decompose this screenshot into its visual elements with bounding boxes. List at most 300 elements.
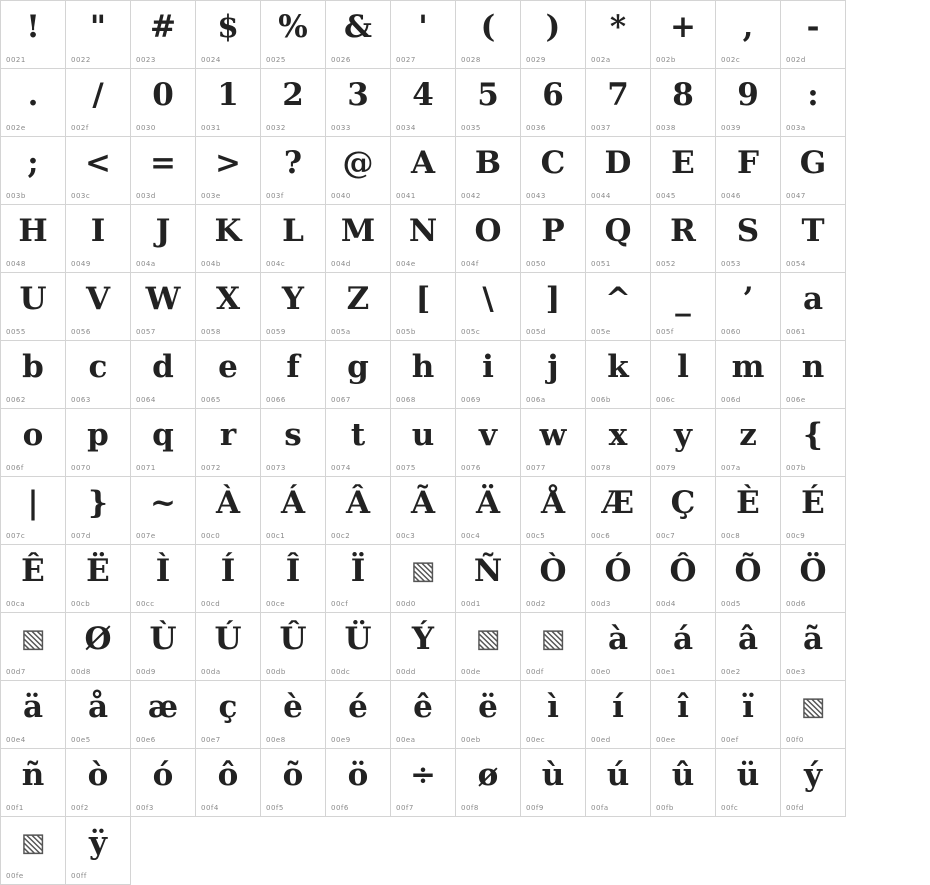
glyph-cell[interactable] — [716, 1, 781, 69]
glyph-cell[interactable] — [456, 273, 521, 341]
glyph-cell[interactable] — [716, 273, 781, 341]
glyph-character: â — [737, 621, 759, 657]
glyph-cell[interactable] — [326, 749, 391, 817]
glyph-cell[interactable] — [131, 545, 196, 613]
glyph-character: Ø — [84, 621, 112, 657]
glyph-unicode-label: 00fc — [721, 804, 739, 812]
glyph-unicode-label: 0033 — [331, 124, 351, 132]
glyph-unicode-label: 0067 — [331, 396, 351, 404]
glyph-cell[interactable] — [326, 1, 391, 69]
glyph-cell[interactable] — [456, 205, 521, 273]
glyph-cell[interactable] — [261, 409, 326, 477]
glyph-unicode-label: 004e — [396, 260, 416, 268]
glyph-cell[interactable] — [521, 613, 586, 681]
glyph-unicode-label: 004b — [201, 260, 221, 268]
glyph-character: Ô — [669, 553, 697, 589]
glyph-unicode-label: 00f3 — [136, 804, 154, 812]
glyph-cell[interactable] — [651, 613, 716, 681]
glyph-cell[interactable] — [521, 545, 586, 613]
glyph-character: # — [150, 9, 176, 45]
glyph-cell[interactable] — [716, 409, 781, 477]
glyph-cell[interactable] — [66, 69, 131, 137]
glyph-character: t — [350, 417, 366, 453]
glyph-cell[interactable] — [66, 341, 131, 409]
glyph-cell[interactable] — [326, 681, 391, 749]
glyph-cell[interactable] — [261, 477, 326, 545]
glyph-cell[interactable] — [261, 69, 326, 137]
glyph-cell[interactable] — [131, 137, 196, 205]
glyph-cell[interactable] — [131, 1, 196, 69]
glyph-cell[interactable] — [781, 273, 846, 341]
glyph-character: \ — [482, 281, 494, 317]
glyph-character: É — [801, 485, 825, 521]
glyph-unicode-label: 0076 — [461, 464, 481, 472]
glyph-cell[interactable] — [391, 1, 456, 69]
glyph-character: Q — [604, 213, 632, 249]
glyph-cell[interactable] — [521, 341, 586, 409]
glyph-cell[interactable] — [326, 273, 391, 341]
glyph-cell[interactable] — [781, 613, 846, 681]
glyph-character: ý — [803, 757, 822, 793]
glyph-character: á — [672, 621, 694, 657]
glyph-cell[interactable] — [586, 205, 651, 273]
glyph-cell[interactable] — [456, 681, 521, 749]
glyph-cell[interactable] — [456, 409, 521, 477]
glyph-unicode-label: 0028 — [461, 56, 481, 64]
glyph-character: V — [85, 281, 111, 317]
glyph-cell[interactable] — [586, 1, 651, 69]
glyph-cell[interactable] — [131, 341, 196, 409]
glyph-cell[interactable] — [521, 1, 586, 69]
glyph-cell[interactable] — [131, 749, 196, 817]
glyph-cell[interactable] — [651, 69, 716, 137]
glyph-cell[interactable] — [1, 205, 66, 273]
glyph-character: a — [802, 281, 824, 317]
glyph-unicode-label: 0040 — [331, 192, 351, 200]
glyph-unicode-label: 0038 — [656, 124, 676, 132]
glyph-cell[interactable] — [196, 477, 261, 545]
glyph-cell[interactable] — [196, 341, 261, 409]
glyph-cell[interactable] — [586, 681, 651, 749]
glyph-cell[interactable] — [326, 69, 391, 137]
glyph-unicode-label: 007b — [786, 464, 806, 472]
glyph-unicode-label: 00f0 — [786, 736, 804, 744]
glyph-cell[interactable] — [521, 477, 586, 545]
glyph-cell[interactable] — [651, 749, 716, 817]
glyph-cell[interactable] — [651, 1, 716, 69]
glyph-cell[interactable] — [196, 1, 261, 69]
glyph-character: ó — [152, 757, 174, 793]
glyph-unicode-label: 0053 — [721, 260, 741, 268]
glyph-cell[interactable] — [586, 749, 651, 817]
glyph-cell[interactable] — [261, 205, 326, 273]
glyph-cell[interactable] — [716, 545, 781, 613]
glyph-character: D — [604, 145, 632, 181]
glyph-cell[interactable] — [781, 137, 846, 205]
glyph-cell[interactable] — [131, 69, 196, 137]
glyph-unicode-label: 00f6 — [331, 804, 349, 812]
glyph-cell[interactable] — [716, 69, 781, 137]
glyph-cell[interactable] — [651, 409, 716, 477]
glyph-cell[interactable] — [586, 273, 651, 341]
glyph-character: ô — [217, 757, 239, 793]
glyph-unicode-label: 002c — [721, 56, 741, 64]
glyph-character: Ú — [214, 621, 242, 657]
glyph-cell[interactable] — [1, 477, 66, 545]
glyph-character: : — [807, 77, 819, 113]
glyph-character: ñ — [21, 757, 45, 793]
glyph-character: o — [22, 417, 44, 453]
glyph-unicode-label: 005d — [526, 328, 546, 336]
glyph-cell[interactable] — [456, 69, 521, 137]
glyph-unicode-label: 00f7 — [396, 804, 414, 812]
glyph-cell[interactable] — [781, 545, 846, 613]
glyph-character: ' — [418, 9, 428, 45]
glyph-character: À — [215, 485, 241, 521]
glyph-unicode-label: 00e1 — [656, 668, 676, 676]
glyph-unicode-label: 0057 — [136, 328, 156, 336]
glyph-cell[interactable] — [131, 613, 196, 681]
glyph-character: å — [87, 689, 109, 725]
glyph-unicode-label: 0048 — [6, 260, 26, 268]
glyph-cell[interactable] — [391, 341, 456, 409]
glyph-character: g — [347, 349, 369, 385]
glyph-cell[interactable] — [781, 341, 846, 409]
glyph-cell[interactable] — [66, 137, 131, 205]
glyph-character: ø — [477, 757, 499, 793]
glyph-character: ) — [545, 9, 561, 45]
glyph-cell[interactable] — [66, 477, 131, 545]
glyph-cell[interactable] — [651, 137, 716, 205]
glyph-character: < — [85, 145, 111, 181]
glyph-character: F — [736, 145, 759, 181]
glyph-unicode-label: 005a — [331, 328, 351, 336]
glyph-unicode-label: 0042 — [461, 192, 481, 200]
glyph-cell[interactable] — [651, 545, 716, 613]
glyph-cell[interactable] — [1, 545, 66, 613]
glyph-cell[interactable] — [196, 749, 261, 817]
glyph-unicode-label: 00da — [201, 668, 221, 676]
glyph-unicode-label: 006c — [656, 396, 676, 404]
glyph-unicode-label: 0027 — [396, 56, 416, 64]
glyph-cell[interactable] — [521, 69, 586, 137]
glyph-character: A — [410, 145, 436, 181]
glyph-unicode-label: 0077 — [526, 464, 546, 472]
glyph-cell[interactable] — [196, 273, 261, 341]
glyph-cell[interactable] — [1, 341, 66, 409]
glyph-cell[interactable] — [131, 205, 196, 273]
glyph-character: m — [731, 349, 765, 385]
glyph-unicode-label: 00ee — [656, 736, 676, 744]
glyph-character: i — [482, 349, 494, 385]
glyph-character: ç — [218, 689, 238, 725]
glyph-unicode-label: 002b — [656, 56, 676, 64]
glyph-character: W — [145, 281, 181, 317]
glyph-cell[interactable] — [586, 545, 651, 613]
glyph-cell[interactable] — [651, 273, 716, 341]
glyph-cell[interactable] — [66, 681, 131, 749]
glyph-character: ÷ — [410, 757, 436, 793]
glyph-unicode-label: 00e3 — [786, 668, 806, 676]
glyph-cell[interactable] — [66, 817, 131, 885]
glyph-cell[interactable] — [586, 341, 651, 409]
glyph-cell[interactable] — [66, 409, 131, 477]
glyph-character: & — [344, 9, 372, 45]
glyph-cell[interactable] — [1, 613, 66, 681]
glyph-cell[interactable] — [326, 477, 391, 545]
glyph-cell[interactable] — [456, 477, 521, 545]
glyph-character: K — [214, 213, 242, 249]
glyph-cell[interactable] — [66, 273, 131, 341]
glyph-unicode-label: 00fd — [786, 804, 804, 812]
glyph-character: % — [278, 9, 308, 45]
glyph-cell[interactable] — [261, 273, 326, 341]
glyph-character: * — [609, 9, 627, 45]
glyph-unicode-label: 002d — [786, 56, 806, 64]
glyph-cell[interactable] — [391, 137, 456, 205]
glyph-unicode-label: 006b — [591, 396, 611, 404]
glyph-cell[interactable] — [131, 273, 196, 341]
glyph-cell[interactable] — [196, 613, 261, 681]
glyph-unicode-label: 00e5 — [71, 736, 91, 744]
glyph-character: õ — [282, 757, 304, 793]
glyph-cell[interactable] — [326, 137, 391, 205]
glyph-unicode-label: 0032 — [266, 124, 286, 132]
glyph-cell[interactable] — [586, 69, 651, 137]
glyph-unicode-label: 0074 — [331, 464, 351, 472]
glyph-cell[interactable] — [716, 477, 781, 545]
glyph-unicode-label: 00f2 — [71, 804, 89, 812]
glyph-cell[interactable] — [781, 477, 846, 545]
glyph-cell[interactable] — [326, 205, 391, 273]
glyph-cell[interactable] — [651, 205, 716, 273]
glyph-character: Ñ — [473, 553, 503, 589]
glyph-unicode-label: 003d — [136, 192, 156, 200]
glyph-character: z — [739, 417, 757, 453]
glyph-cell[interactable] — [261, 681, 326, 749]
glyph-character: G — [799, 145, 827, 181]
glyph-cell[interactable] — [456, 137, 521, 205]
glyph-unicode-label: 00c9 — [786, 532, 806, 540]
glyph-cell[interactable] — [261, 1, 326, 69]
glyph-cell[interactable] — [716, 613, 781, 681]
glyph-cell[interactable] — [456, 545, 521, 613]
glyph-unicode-label: 0071 — [136, 464, 156, 472]
glyph-character: ? — [283, 145, 303, 181]
glyph-cell[interactable] — [1, 409, 66, 477]
glyph-unicode-label: 006d — [721, 396, 741, 404]
glyph-unicode-label: 00c3 — [396, 532, 416, 540]
glyph-cell[interactable] — [391, 477, 456, 545]
glyph-cell[interactable] — [1, 817, 66, 885]
glyph-character: ä — [22, 689, 44, 725]
glyph-cell[interactable] — [326, 409, 391, 477]
glyph-character: ; — [27, 145, 39, 181]
glyph-unicode-label: 00e4 — [6, 736, 26, 744]
glyph-character: l — [677, 349, 689, 385]
glyph-cell[interactable] — [1, 273, 66, 341]
glyph-cell[interactable] — [1, 137, 66, 205]
glyph-unicode-label: 00c5 — [526, 532, 546, 540]
glyph-character: " — [89, 9, 107, 45]
glyph-cell[interactable] — [391, 69, 456, 137]
glyph-unicode-label: 006f — [6, 464, 24, 472]
glyph-cell[interactable] — [651, 681, 716, 749]
glyph-cell[interactable] — [1, 69, 66, 137]
glyph-cell[interactable] — [781, 69, 846, 137]
glyph-character: Z — [346, 281, 370, 317]
glyph-unicode-label: 00ec — [526, 736, 546, 744]
glyph-cell[interactable] — [131, 681, 196, 749]
glyph-cell[interactable] — [586, 409, 651, 477]
glyph-unicode-label: 00f8 — [461, 804, 479, 812]
glyph-unicode-label: 0050 — [526, 260, 546, 268]
glyph-cell[interactable] — [196, 545, 261, 613]
glyph-cell[interactable] — [781, 205, 846, 273]
glyph-cell[interactable] — [66, 545, 131, 613]
glyph-unicode-label: 00ca — [6, 600, 26, 608]
glyph-cell[interactable] — [781, 409, 846, 477]
glyph-character: Ï — [350, 553, 366, 589]
glyph-character: L — [282, 213, 304, 249]
glyph-character: @ — [342, 145, 374, 181]
glyph-cell[interactable] — [66, 1, 131, 69]
glyph-unicode-label: 0052 — [656, 260, 676, 268]
glyph-unicode-label: 0068 — [396, 396, 416, 404]
glyph-character: Ö — [799, 553, 827, 589]
glyph-cell[interactable] — [261, 137, 326, 205]
glyph-cell[interactable] — [391, 681, 456, 749]
glyph-cell[interactable] — [781, 681, 846, 749]
glyph-cell[interactable] — [716, 681, 781, 749]
glyph-cell[interactable] — [456, 341, 521, 409]
glyph-character: 9 — [737, 77, 759, 113]
glyph-unicode-label: 007c — [6, 532, 26, 540]
glyph-cell[interactable] — [196, 205, 261, 273]
glyph-cell[interactable] — [391, 613, 456, 681]
glyph-cell[interactable] — [781, 749, 846, 817]
glyph-cell[interactable] — [326, 341, 391, 409]
glyph-unicode-label: 0039 — [721, 124, 741, 132]
glyph-character: æ — [147, 689, 179, 725]
glyph-unicode-label: 00f1 — [6, 804, 24, 812]
glyph-character: } — [88, 485, 108, 521]
glyph-cell[interactable] — [651, 341, 716, 409]
glyph-unicode-label: 00c2 — [331, 532, 351, 540]
glyph-cell[interactable] — [456, 613, 521, 681]
glyph-unicode-label: 0049 — [71, 260, 91, 268]
glyph-character: c — [88, 349, 108, 385]
glyph-cell[interactable] — [131, 409, 196, 477]
glyph-cell[interactable] — [66, 613, 131, 681]
glyph-character: Ò — [539, 553, 567, 589]
glyph-cell[interactable] — [326, 545, 391, 613]
glyph-cell[interactable] — [196, 681, 261, 749]
glyph-character: j — [547, 349, 559, 385]
glyph-cell[interactable] — [521, 273, 586, 341]
glyph-cell[interactable] — [1, 749, 66, 817]
glyph-cell[interactable] — [716, 137, 781, 205]
glyph-unicode-label: 00d3 — [591, 600, 611, 608]
glyph-character: ü — [736, 757, 760, 793]
glyph-unicode-label: 00ce — [266, 600, 286, 608]
glyph-unicode-label: 00f9 — [526, 804, 544, 812]
glyph-unicode-label: 00d5 — [721, 600, 741, 608]
glyph-unicode-label: 0069 — [461, 396, 481, 404]
glyph-character: M — [340, 213, 376, 249]
glyph-unicode-label: 00c4 — [461, 532, 481, 540]
glyph-cell[interactable] — [261, 613, 326, 681]
glyph-cell[interactable] — [716, 205, 781, 273]
glyph-character: ’ — [742, 281, 754, 317]
glyph-unicode-label: 006a — [526, 396, 546, 404]
glyph-cell[interactable] — [586, 477, 651, 545]
glyph-cell[interactable] — [716, 749, 781, 817]
glyph-cell[interactable] — [781, 1, 846, 69]
glyph-cell[interactable] — [521, 681, 586, 749]
glyph-cell[interactable] — [521, 749, 586, 817]
glyph-cell[interactable] — [66, 749, 131, 817]
glyph-character: ì — [547, 689, 559, 725]
glyph-cell[interactable] — [196, 69, 261, 137]
glyph-character: R — [670, 213, 696, 249]
glyph-character: u — [411, 417, 435, 453]
glyph-cell[interactable] — [261, 749, 326, 817]
glyph-notdef-box: ▧ — [475, 624, 501, 654]
glyph-character: 6 — [542, 77, 564, 113]
glyph-cell[interactable] — [66, 205, 131, 273]
glyph-cell[interactable] — [196, 409, 261, 477]
glyph-cell[interactable] — [391, 749, 456, 817]
glyph-cell[interactable] — [391, 273, 456, 341]
glyph-cell[interactable] — [521, 137, 586, 205]
glyph-unicode-label: 006e — [786, 396, 806, 404]
glyph-character: Â — [345, 485, 371, 521]
glyph-cell[interactable] — [391, 205, 456, 273]
glyph-cell[interactable] — [196, 137, 261, 205]
glyph-unicode-label: 0035 — [461, 124, 481, 132]
glyph-cell[interactable] — [131, 477, 196, 545]
glyph-unicode-label: 0026 — [331, 56, 351, 64]
glyph-cell[interactable] — [456, 1, 521, 69]
glyph-cell[interactable] — [651, 477, 716, 545]
glyph-unicode-label: 007d — [71, 532, 91, 540]
glyph-cell[interactable] — [586, 137, 651, 205]
glyph-unicode-label: 00e7 — [201, 736, 221, 744]
glyph-unicode-label: 00d2 — [526, 600, 546, 608]
glyph-cell[interactable] — [521, 205, 586, 273]
glyph-character: 8 — [672, 77, 694, 113]
glyph-cell[interactable] — [1, 1, 66, 69]
glyph-character: k — [607, 349, 629, 385]
glyph-cell[interactable] — [586, 613, 651, 681]
glyph-cell[interactable] — [1, 681, 66, 749]
glyph-character: Õ — [734, 553, 762, 589]
glyph-unicode-label: 0047 — [786, 192, 806, 200]
glyph-cell[interactable] — [521, 409, 586, 477]
glyph-character: C — [540, 145, 566, 181]
glyph-cell[interactable] — [391, 545, 456, 613]
glyph-character: N — [408, 213, 438, 249]
glyph-cell[interactable] — [261, 545, 326, 613]
glyph-cell[interactable] — [391, 409, 456, 477]
glyph-cell[interactable] — [326, 613, 391, 681]
glyph-character: H — [18, 213, 48, 249]
glyph-cell[interactable] — [716, 341, 781, 409]
glyph-cell[interactable] — [261, 341, 326, 409]
glyph-character: Ë — [86, 553, 110, 589]
glyph-cell[interactable] — [456, 749, 521, 817]
